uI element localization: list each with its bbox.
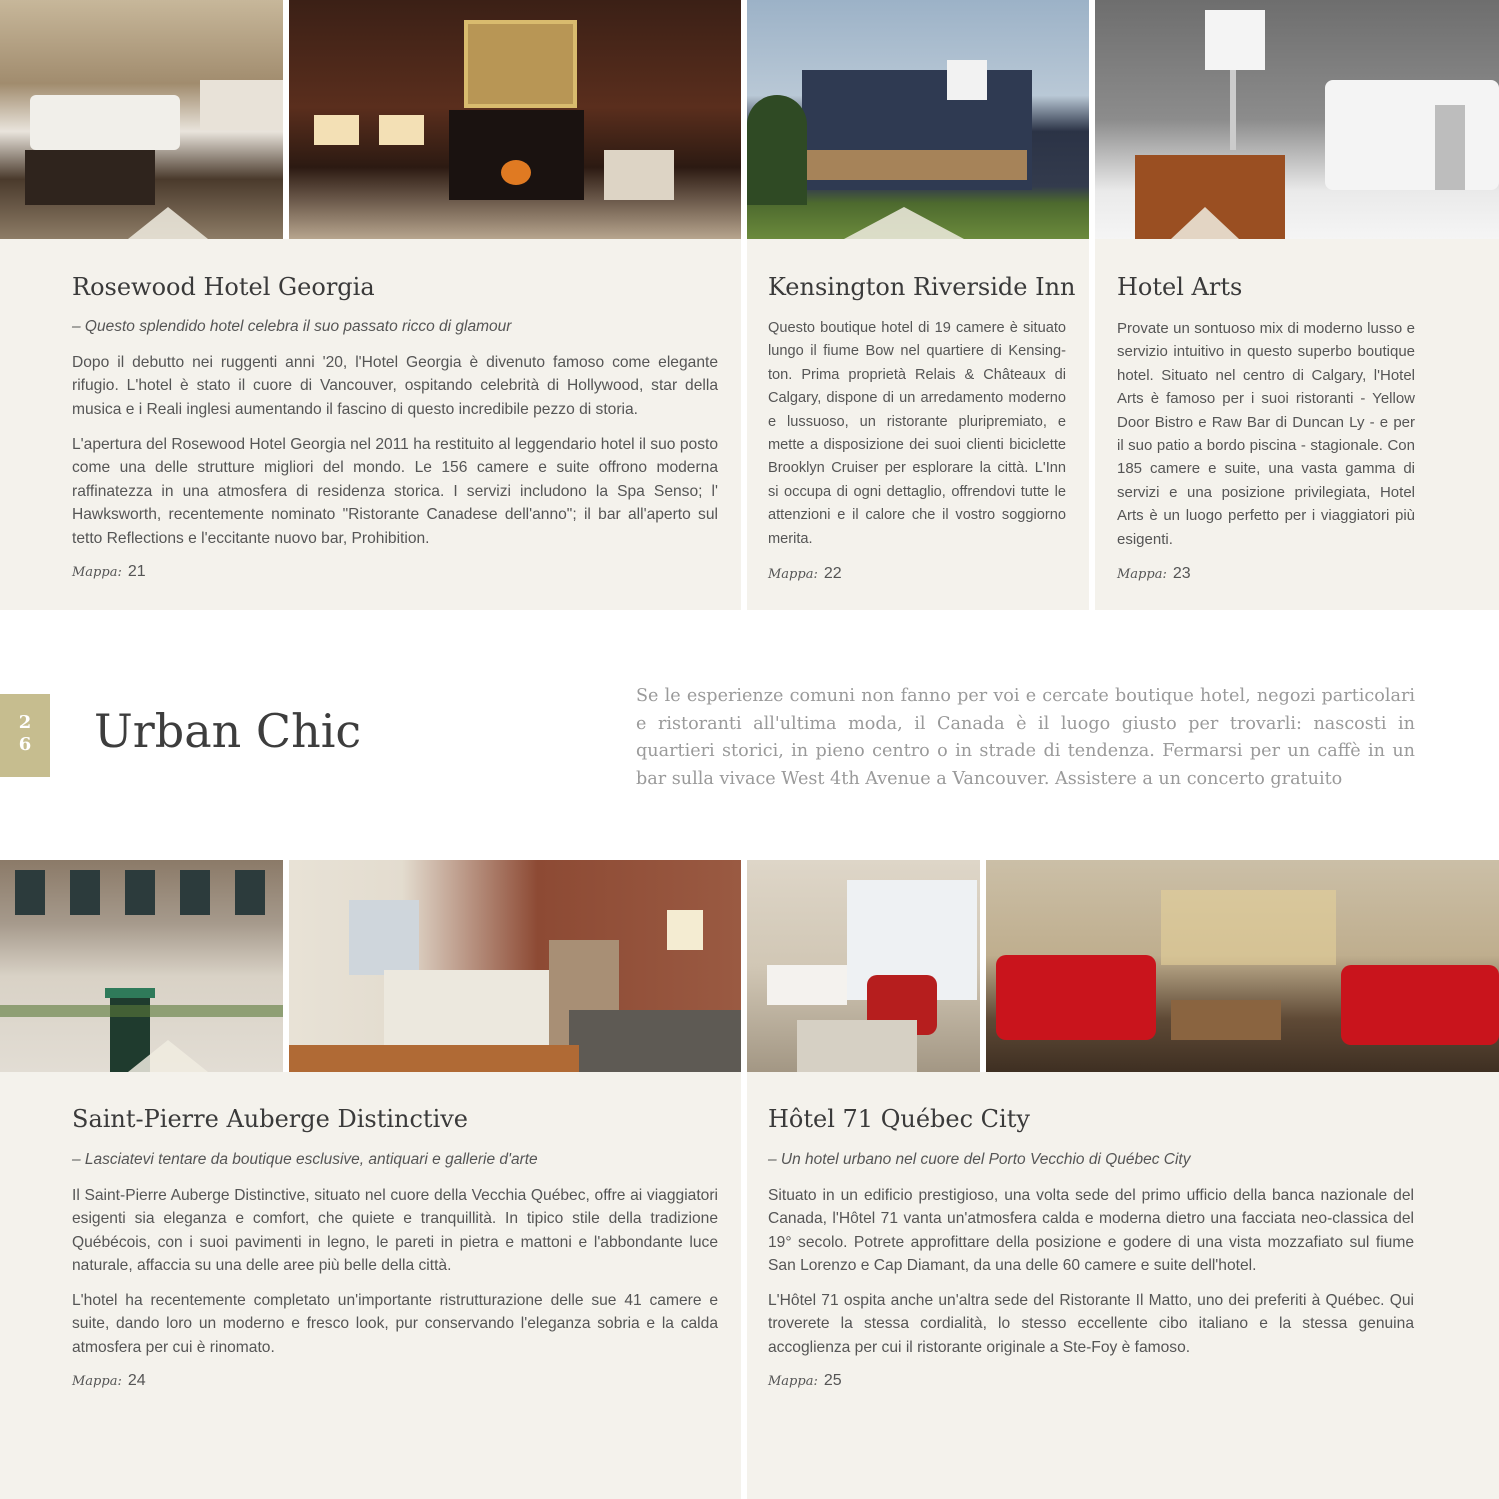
hotel-title-kensington: Kensington Riverside Inn	[768, 273, 1076, 301]
map-label: Mappa:	[72, 565, 122, 580]
map-label: Mappa:	[72, 1374, 122, 1389]
photo-kensington-exterior	[747, 0, 1089, 239]
hotel-title-saint-pierre: Saint-Pierre Auberge Distinctive	[72, 1105, 468, 1133]
map-label: Mappa:	[1117, 567, 1167, 582]
hotel-paragraph-saint-pierre-2: L'hotel ha recentemente completato un'importante ristrutturazione delle sue 41 camere e suite, dando loro un moderno e fresco look, pur conservando l'eleganza sobria e la calda atmosfera per cui è rinomato.	[72, 1292, 718, 1356]
panel-saint-pierre	[0, 1072, 741, 1499]
hotel-title-hotel-arts: Hotel Arts	[1117, 273, 1243, 301]
hotel-paragraph-hotel71-1: Situato in un edificio prestigioso, una volta sede del primo ufficio della banca nazionale del Canada, l'Hôtel 71 vanta un'atmosfera calda e moderna dietro una facciata neo-classica del 19° secolo. Potrete approfittare della posizione e godere di una vista mozzafiato sul fiume San Lorenzo e Cap Diamant, da una delle 60 camere e suite dell'hotel.	[768, 1187, 1414, 1275]
photo-rosewood-bedroom	[0, 0, 283, 239]
photo-saint-pierre-facade	[0, 860, 283, 1072]
hotel-subtitle-rosewood: – Questo splendido hotel celebra il suo passato ricco di glamour	[72, 318, 512, 335]
page-number-digit-1: 2	[18, 712, 32, 733]
photo-rosewood-lounge	[289, 0, 741, 239]
hotel-paragraph-hotel-arts-1: Provate un sontuoso mix di moderno lusso e servizio intuitivo in questo superbo boutique hotel. Situato nel centro di Calgary, l'Hotel Arts è famoso per i suoi ristoranti - Yellow Door Bistro e Raw Bar di Duncan Ly - e per il suo patio a bordo piscina - stagionale. Con 185 camere e suite, una vasta gamma di servizi e una posizione privilegiata, Hotel Arts è un luogo perfetto per i viaggiatori più esigenti.	[1117, 320, 1415, 548]
hotel-subtitle-saint-pierre: – Lasciatevi tentare da boutique esclusive, antiquari e gallerie d'arte	[72, 1151, 538, 1168]
photo-hotel71-lounge	[986, 860, 1499, 1072]
map-reference-rosewood	[72, 563, 146, 581]
panel-hotel71	[747, 1072, 1499, 1499]
map-label: Mappa:	[768, 567, 818, 582]
map-number: 24	[127, 1372, 146, 1389]
map-reference-kensington	[768, 565, 842, 583]
map-reference-hotel71	[768, 1372, 842, 1390]
hotel-paragraph-rosewood-2: L'apertura del Rosewood Hotel Georgia nel 2011 ha restituito al leggendario hotel il suo posto come una delle strutture migliori del mondo. Le 156 camere e suite offrono moderna raffinatezza in una atmosfera di residenza storica. I servizi includono la Spa Senso; l' Hawksworth, recentemente nominato "Ristorante Canadese dell'anno"; il bar all'aperto sul tetto Reflections e l'eccitante nuovo bar, Prohibition.	[72, 436, 718, 547]
section-title: Urban Chic	[94, 704, 362, 758]
photo-hotel71-room	[747, 860, 980, 1072]
hotel-title-hotel71: Hôtel 71 Québec City	[768, 1105, 1030, 1133]
hotel-paragraph-kensington-1: Questo boutique hotel di 19 camere è situato lungo il fiume Bow nel quartiere di Kensing-ton. Prima proprietà Relais & Châteaux di Calgary, dispone di un arredamento moderno e lussuoso, un ristorante pluripremiato, e mette a disposizione dei suoi clienti biciclette Brooklyn Cruiser per esplorare la città. L'Inn si occupa di ogni dettaglio, offrendovi tutte le attenzioni e il calore che il vostro soggiorno merita.	[768, 320, 1066, 547]
map-label: Mappa:	[768, 1374, 818, 1389]
map-number: 23	[1172, 565, 1191, 582]
page-number	[0, 694, 50, 777]
page-number-digit-2: 6	[18, 734, 32, 755]
photo-hotel-arts-room	[1095, 0, 1499, 239]
map-number: 25	[823, 1372, 842, 1389]
hotel-title-rosewood: Rosewood Hotel Georgia	[72, 273, 375, 301]
hotel-paragraph-rosewood-1: Dopo il debutto nei ruggenti anni '20, l'Hotel Georgia è divenuto famoso come elegante rifugio. L'hotel è stato il cuore di Vancouver, ospitando celebrità di Hollywood, star della musica e i Reali inglesi aumentando il fascino di questo incredibile pezzo di storia.	[72, 354, 718, 418]
photo-saint-pierre-room	[289, 860, 741, 1072]
section-intro: Se le esperienze comuni non fanno per voi e cercate boutique hotel, negozi particolari e ristoranti all'ultima moda, il Canada è il luogo giusto per trovarli: nascosti in quartieri storici, in pieno centro o in strade di tendenza. Fermarsi per un caffè in un bar sulla vivace West 4th Avenue a Vancouver. Assistere a un concerto gratuito	[636, 686, 1415, 789]
map-number: 22	[823, 565, 842, 582]
map-reference-hotel-arts	[1117, 565, 1191, 583]
hotel-paragraph-hotel71-2: L'Hôtel 71 ospita anche un'altra sede del Ristorante Il Matto, uno dei preferiti à Québec. Qui troverete la stessa cordialità, lo stesso eccellente cibo italiano e la stessa genuina accoglienza per cui il ristorante originale a Ste-Foy è famoso.	[768, 1292, 1414, 1356]
hotel-paragraph-saint-pierre-1: Il Saint-Pierre Auberge Distinctive, situato nel cuore della Vecchia Québec, offre ai viaggiatori esigenti sia eleganza e comfort, che quiete e tranquillità. In tipico stile della tradizione Québécois, con i suoi pavimenti in legno, le pareti in pietra e mattoni e l'abbondante luce naturale, affaccia su una delle aree più belle della città.	[72, 1187, 718, 1275]
hotel-subtitle-hotel71: – Un hotel urbano nel cuore del Porto Vecchio di Québec City	[768, 1151, 1191, 1168]
map-reference-saint-pierre	[72, 1372, 146, 1390]
map-number: 21	[127, 563, 146, 580]
